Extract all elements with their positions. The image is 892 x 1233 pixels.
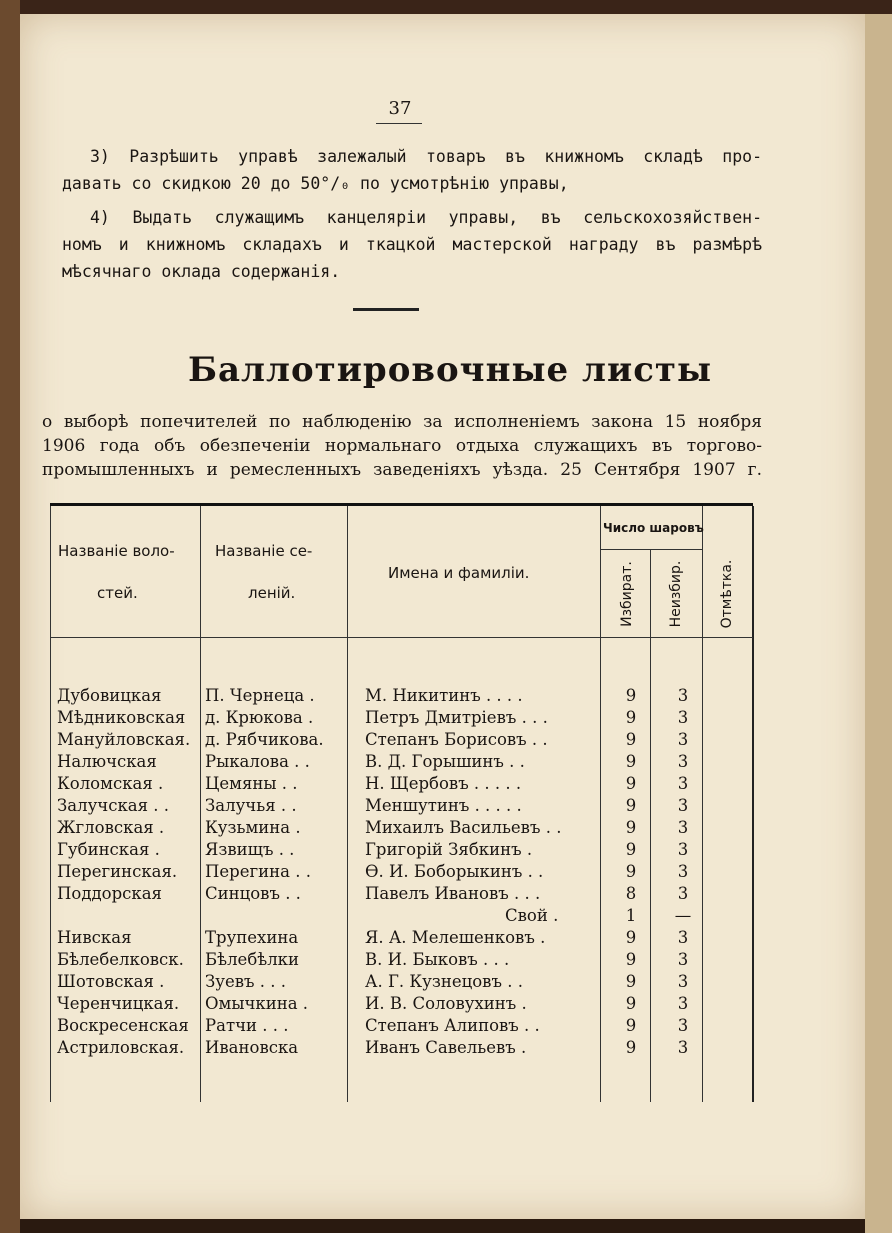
cell-elected: 9	[625, 950, 637, 969]
cell-name: В. Д. Горышинъ . .	[365, 752, 525, 771]
table-row	[50, 972, 753, 994]
cell-volost: Налючская	[57, 752, 157, 771]
cell-elected: 9	[625, 862, 637, 881]
header-village-line1: Названіе се-	[215, 542, 313, 560]
table-row	[50, 928, 753, 950]
cell-village: Трупехина	[205, 928, 299, 947]
cell-village: Ивановска	[205, 1038, 299, 1057]
cell-name: Степанъ Алиповъ . .	[365, 1016, 540, 1035]
cell-volost: Шотовская .	[57, 972, 165, 991]
subtitle-line: 1906 года объ обезпеченіи нормальнаго отдыха служащихъ въ торгово-	[42, 436, 762, 456]
page-number: 37	[388, 98, 412, 119]
cell-not-elected: 3	[677, 884, 689, 903]
cell-name: Н. Щербовъ . . . . .	[365, 774, 522, 793]
book-page-edge-right	[865, 14, 892, 1233]
cell-not-elected: 3	[677, 730, 689, 749]
cell-elected: 9	[625, 796, 637, 815]
cell-elected: 9	[625, 1016, 637, 1035]
cell-not-elected: —	[674, 906, 692, 925]
table-row	[50, 1016, 753, 1038]
cell-elected: 9	[625, 774, 637, 793]
table-row	[50, 906, 753, 928]
header-mark: Отмѣтка.	[719, 559, 735, 629]
table-row	[50, 752, 753, 774]
cell-volost: Дубовицкая	[57, 686, 162, 705]
page-number-rule	[376, 123, 422, 124]
cell-name: Петръ Дмитріевъ . . .	[365, 708, 548, 727]
cell-volost: Коломская .	[57, 774, 164, 793]
cell-name: М. Никитинъ . . . .	[365, 686, 523, 705]
cell-village: Перегина . .	[205, 862, 311, 881]
cell-village: Бѣлебѣлки	[205, 950, 299, 969]
cell-volost: Астриловская.	[57, 1038, 185, 1057]
cell-name: А. Г. Кузнецовъ . .	[365, 972, 523, 991]
cell-not-elected: 3	[677, 862, 689, 881]
cell-elected: 9	[625, 752, 637, 771]
cell-elected: 9	[625, 818, 637, 837]
header-names: Имена и фамиліи.	[388, 564, 530, 582]
cell-not-elected: 3	[677, 774, 689, 793]
table-row	[50, 686, 753, 708]
cell-elected: 9	[625, 1038, 637, 1057]
table-row	[50, 950, 753, 972]
paragraph-4	[62, 204, 762, 285]
cell-name: Меншутинъ . . . . .	[365, 796, 522, 815]
header-volost-line1: Названіе воло-	[58, 542, 175, 560]
cell-volost: Воскресенская	[57, 1016, 189, 1035]
table-row	[50, 884, 753, 906]
cell-village: Омычкина .	[205, 994, 309, 1013]
cell-volost: Жгловская .	[57, 818, 165, 837]
cell-name: Ѳ. И. Боборыкинъ . .	[365, 862, 544, 881]
cell-village: Цемяны . .	[205, 774, 298, 793]
table-row	[50, 862, 753, 884]
cell-name: Я. А. Мелешенковъ .	[365, 928, 546, 947]
section-separator	[353, 308, 419, 311]
cell-name: Михаилъ Васильевъ . .	[365, 818, 562, 837]
ballot-table	[50, 503, 753, 1102]
subtitle-line: промышленныхъ и ремесленныхъ заведеніяхъ уѣзда. 25 Сентября 1907 г.	[42, 460, 762, 480]
cell-volost: Мануйловская.	[57, 730, 191, 749]
cell-elected: 9	[625, 708, 637, 727]
cell-volost: Губинская .	[57, 840, 160, 859]
header-rule	[50, 637, 753, 638]
paragraph-3	[62, 143, 762, 197]
table-row	[50, 840, 753, 862]
table-row	[50, 818, 753, 840]
scan-background-top	[0, 0, 892, 14]
paragraph-line: 4) Выдать служащимъ канцеляріи управы, въ сельскохозяйствен-	[90, 208, 762, 227]
cell-not-elected: 3	[677, 1038, 689, 1057]
cell-elected: 9	[625, 972, 637, 991]
table-row	[50, 730, 753, 752]
cell-name: В. И. Быковъ . . .	[365, 950, 510, 969]
cell-name: Григорій Зябкинъ .	[365, 840, 533, 859]
table-row	[50, 1038, 753, 1060]
balls-header-rule	[600, 549, 702, 550]
section-title: Баллотировочные листы	[187, 350, 713, 390]
cell-volost: Нивская	[57, 928, 132, 947]
cell-village: П. Чернеца .	[205, 686, 315, 705]
cell-elected: 1	[625, 906, 637, 925]
cell-volost: Перегинская.	[57, 862, 178, 881]
cell-village: Ратчи . . .	[205, 1016, 289, 1035]
cell-elected: 9	[625, 686, 637, 705]
cell-not-elected: 3	[677, 796, 689, 815]
cell-elected: 9	[625, 730, 637, 749]
cell-elected: 9	[625, 928, 637, 947]
table-row	[50, 774, 753, 796]
header-not-elected: Неизбир.	[668, 560, 684, 628]
header-village-line2: леній.	[248, 584, 296, 602]
cell-village: Рыкалова . .	[205, 752, 310, 771]
paragraph-line: давать со скидкою 20 до 50°/₀ по усмотрѣнію управы,	[62, 174, 569, 193]
cell-not-elected: 3	[677, 752, 689, 771]
cell-not-elected: 3	[677, 686, 689, 705]
cell-village: Синцовъ . .	[205, 884, 301, 903]
cell-not-elected: 3	[677, 1016, 689, 1035]
cell-name: Павелъ Ивановъ . . .	[365, 884, 541, 903]
cell-volost: Поддорская	[57, 884, 162, 903]
cell-elected: 9	[625, 840, 637, 859]
cell-village: д. Рябчикова.	[205, 730, 324, 749]
cell-volost: Мѣдниковская	[57, 708, 186, 727]
cell-name: Иванъ Савельевъ .	[365, 1038, 527, 1057]
header-elected: Избират.	[619, 561, 635, 627]
cell-not-elected: 3	[677, 972, 689, 991]
cell-village: Язвищъ . .	[205, 840, 295, 859]
table-row	[50, 994, 753, 1016]
section-subtitle	[42, 410, 762, 482]
header-volost-line2: стей.	[97, 584, 138, 602]
book-binding-left	[0, 0, 20, 1233]
cell-volost: Бѣлебелковск.	[57, 950, 184, 969]
cell-village: Зуевъ . . .	[205, 972, 287, 991]
paragraph-line: номъ и книжномъ складахъ и ткацкой мастерской награду въ размѣрѣ	[62, 235, 762, 254]
cell-volost: Залучская . .	[57, 796, 169, 815]
cell-name: Степанъ Борисовъ . .	[365, 730, 548, 749]
cell-name: Свой .	[505, 906, 559, 925]
cell-not-elected: 3	[677, 994, 689, 1013]
table-row	[50, 796, 753, 818]
cell-village: Кузьмина .	[205, 818, 301, 837]
paragraph-line: 3) Разрѣшить управѣ залежалый товаръ въ книжномъ складѣ про-	[90, 147, 762, 166]
subtitle-line: о выборѣ попечителей по наблюденію за исполненіемъ закона 15 ноября	[42, 412, 762, 432]
cell-village: Залучья . .	[205, 796, 297, 815]
cell-not-elected: 3	[677, 708, 689, 727]
paragraph-line: мѣсячнаго оклада содержанія.	[62, 262, 341, 281]
cell-elected: 8	[625, 884, 637, 903]
cell-elected: 9	[625, 994, 637, 1013]
cell-not-elected: 3	[677, 928, 689, 947]
cell-not-elected: 3	[677, 950, 689, 969]
cell-village: д. Крюкова .	[205, 708, 314, 727]
cell-name: И. В. Соловухинъ .	[365, 994, 527, 1013]
header-balls: Число шаровъ	[603, 521, 704, 535]
cell-not-elected: 3	[677, 818, 689, 837]
cell-not-elected: 3	[677, 840, 689, 859]
table-row	[50, 708, 753, 730]
cell-volost: Черенчицкая.	[57, 994, 180, 1013]
